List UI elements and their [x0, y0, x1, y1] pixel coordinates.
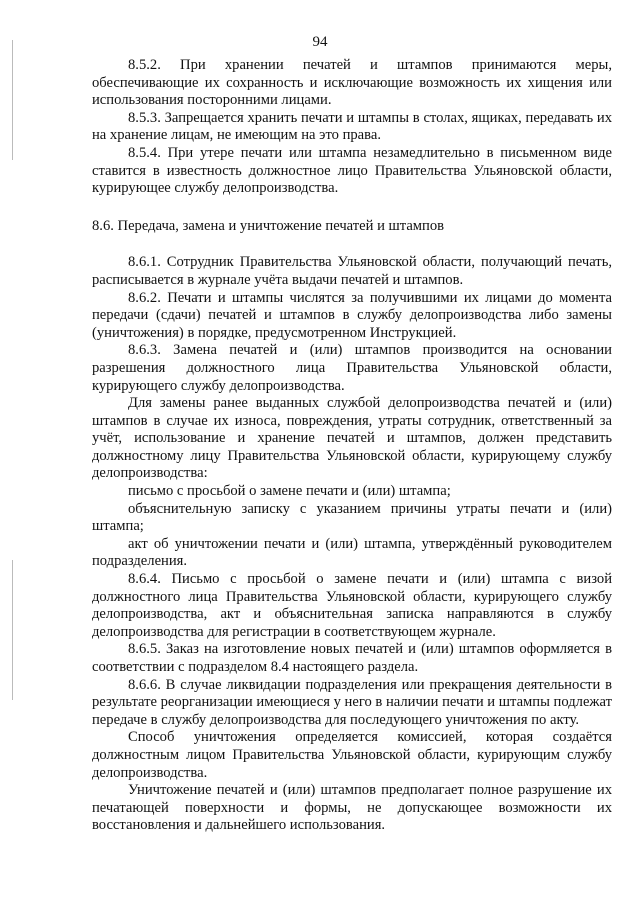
paragraph: Уничтожение печатей и (или) штампов предполагает полное разрушение их печатающей поверхности и формы, не допускающее возможности их восстановления и дальнейшего использования. [92, 782, 612, 834]
paragraph: 8.5.2. При хранении печатей и штампов принимаются меры, обеспечивающие их сохранность и исключающие возможность их хищения или использования посторонними лицами. [92, 57, 612, 109]
scan-edge-mark [12, 40, 13, 160]
paragraph: Для замены ранее выданных службой делопроизводства печатей и (или) штампов в случае их износа, повреждения, утраты сотрудник, ответственный за учёт, использование и хранение печатей и штампов, должен представить должностному лицу Правительства Ульяновской области, курирующему службу делопроизводства: [92, 395, 612, 482]
page-number: 94 [312, 34, 328, 50]
paragraph: 8.5.4. При утере печати или штампа незамедлительно в письменном виде ставится в известность должностное лицо Правительства Ульяновской области, курирующее службу делопроизводства. [92, 144, 612, 197]
list-item: акт об уничтожении печати и (или) штампа, утверждённый руководителем подразделения. [92, 535, 612, 570]
paragraph: 8.6.1. Сотрудник Правительства Ульяновской области, получающий печать, расписывается в журнале учёта выдачи печатей и штампов. [92, 254, 612, 288]
list-item: объяснительную записку с указанием причины утраты печати и (или) штампа; [92, 500, 612, 535]
list-item: письмо с просьбой о замене печати и (или) штампа; [128, 483, 451, 500]
paragraph: 8.6.2. Печати и штампы числятся за получившими их лицами до момента передачи (сдачи) печатей и штампов в службу делопроизводства либо замены (уничтожения) в порядке, предусмотренном Инструкцией. [92, 289, 612, 341]
document-body [92, 57, 612, 835]
paragraph: 8.6.6. В случае ликвидации подразделения или прекращения деятельности в результате реорганизации имеющиеся у него в наличии печати и штампы подлежат передаче в службу делопроизводства для последующего уничтожения по акту. [92, 676, 612, 728]
paragraph: 8.6.5. Заказ на изготовление новых печатей и (или) штампов оформляется в соответствии с подразделом 8.4 настоящего раздела. [92, 641, 612, 675]
paragraph: 8.6.3. Замена печатей и (или) штампов производится на основании разрешения должностного лица Правительства Ульяновской области, курирующего службу делопроизводства. [92, 342, 612, 394]
scan-edge-mark [12, 560, 13, 700]
paragraph: 8.6.4. Письмо с просьбой о замене печати и (или) штампа с визой должностного лица Правительства Ульяновской области, курирующего службу делопроизводства, акт и объяснительная записка направляются в службу делопроизводства для регистрации в соответствующем журнале. [92, 571, 612, 640]
section-heading: 8.6. Передача, замена и уничтожение печатей и штампов [92, 217, 445, 234]
paragraph: 8.5.3. Запрещается хранить печати и штампы в столах, ящиках, передавать их на хранение лицам, не имеющим на это права. [92, 109, 612, 144]
paragraph: Способ уничтожения определяется комиссией, которая создаётся должностным лицом Правительства Ульяновской области, курирующим службу делопроизводства. [92, 729, 612, 781]
